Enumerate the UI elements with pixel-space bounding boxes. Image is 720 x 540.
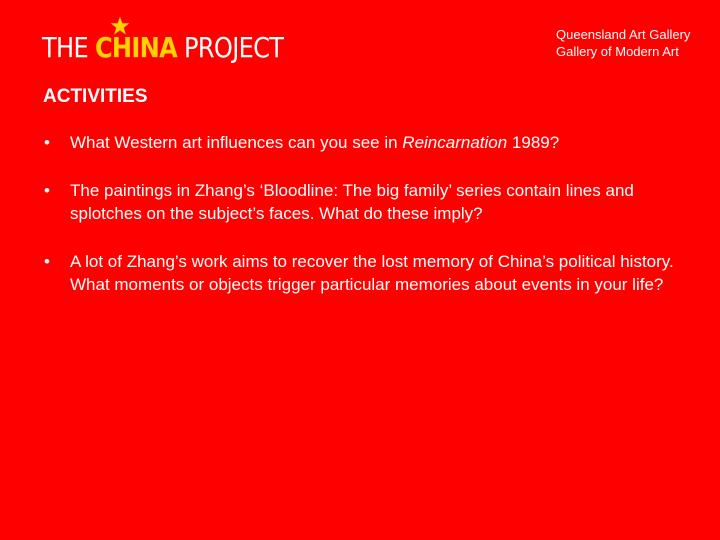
activity-text-1 [70, 133, 559, 152]
logo-word-the: THE [42, 31, 95, 64]
the-china-project-logo [42, 16, 284, 64]
activity-item-1 [44, 131, 684, 154]
logo-word-china: CHINA [94, 31, 178, 64]
bullet-marker: • [44, 133, 50, 152]
artwork-title: Reincarnation [402, 133, 508, 152]
gallery-name [556, 26, 690, 60]
logo-wordmark [42, 32, 283, 64]
bullet-marker: • [44, 181, 50, 200]
activity-text-3: A lot of Zhang’s work aims to recover the lost memory of China’s political history. What moments or objects trigger particular memories about events in your life? [70, 252, 674, 294]
activity-item-3 [44, 250, 684, 296]
gallery-line-2: Gallery of Modern Art [556, 44, 679, 59]
activity-text-2: The paintings in Zhang’s ‘Bloodline: The big family’ series contain lines and splotches on the subject’s faces. What do these imply? [70, 181, 634, 223]
activity-text-1-before: What Western art influences can you see in [70, 133, 403, 152]
activity-item-2 [44, 179, 684, 225]
gallery-line-1: Queensland Art Gallery [556, 27, 691, 42]
activities-list [44, 131, 684, 296]
logo-word-project: PROJECT [177, 31, 284, 64]
activity-text-1-after: 1989? [507, 133, 560, 152]
page-title: ACTIVITIES [43, 86, 148, 107]
bullet-marker: • [44, 252, 50, 271]
